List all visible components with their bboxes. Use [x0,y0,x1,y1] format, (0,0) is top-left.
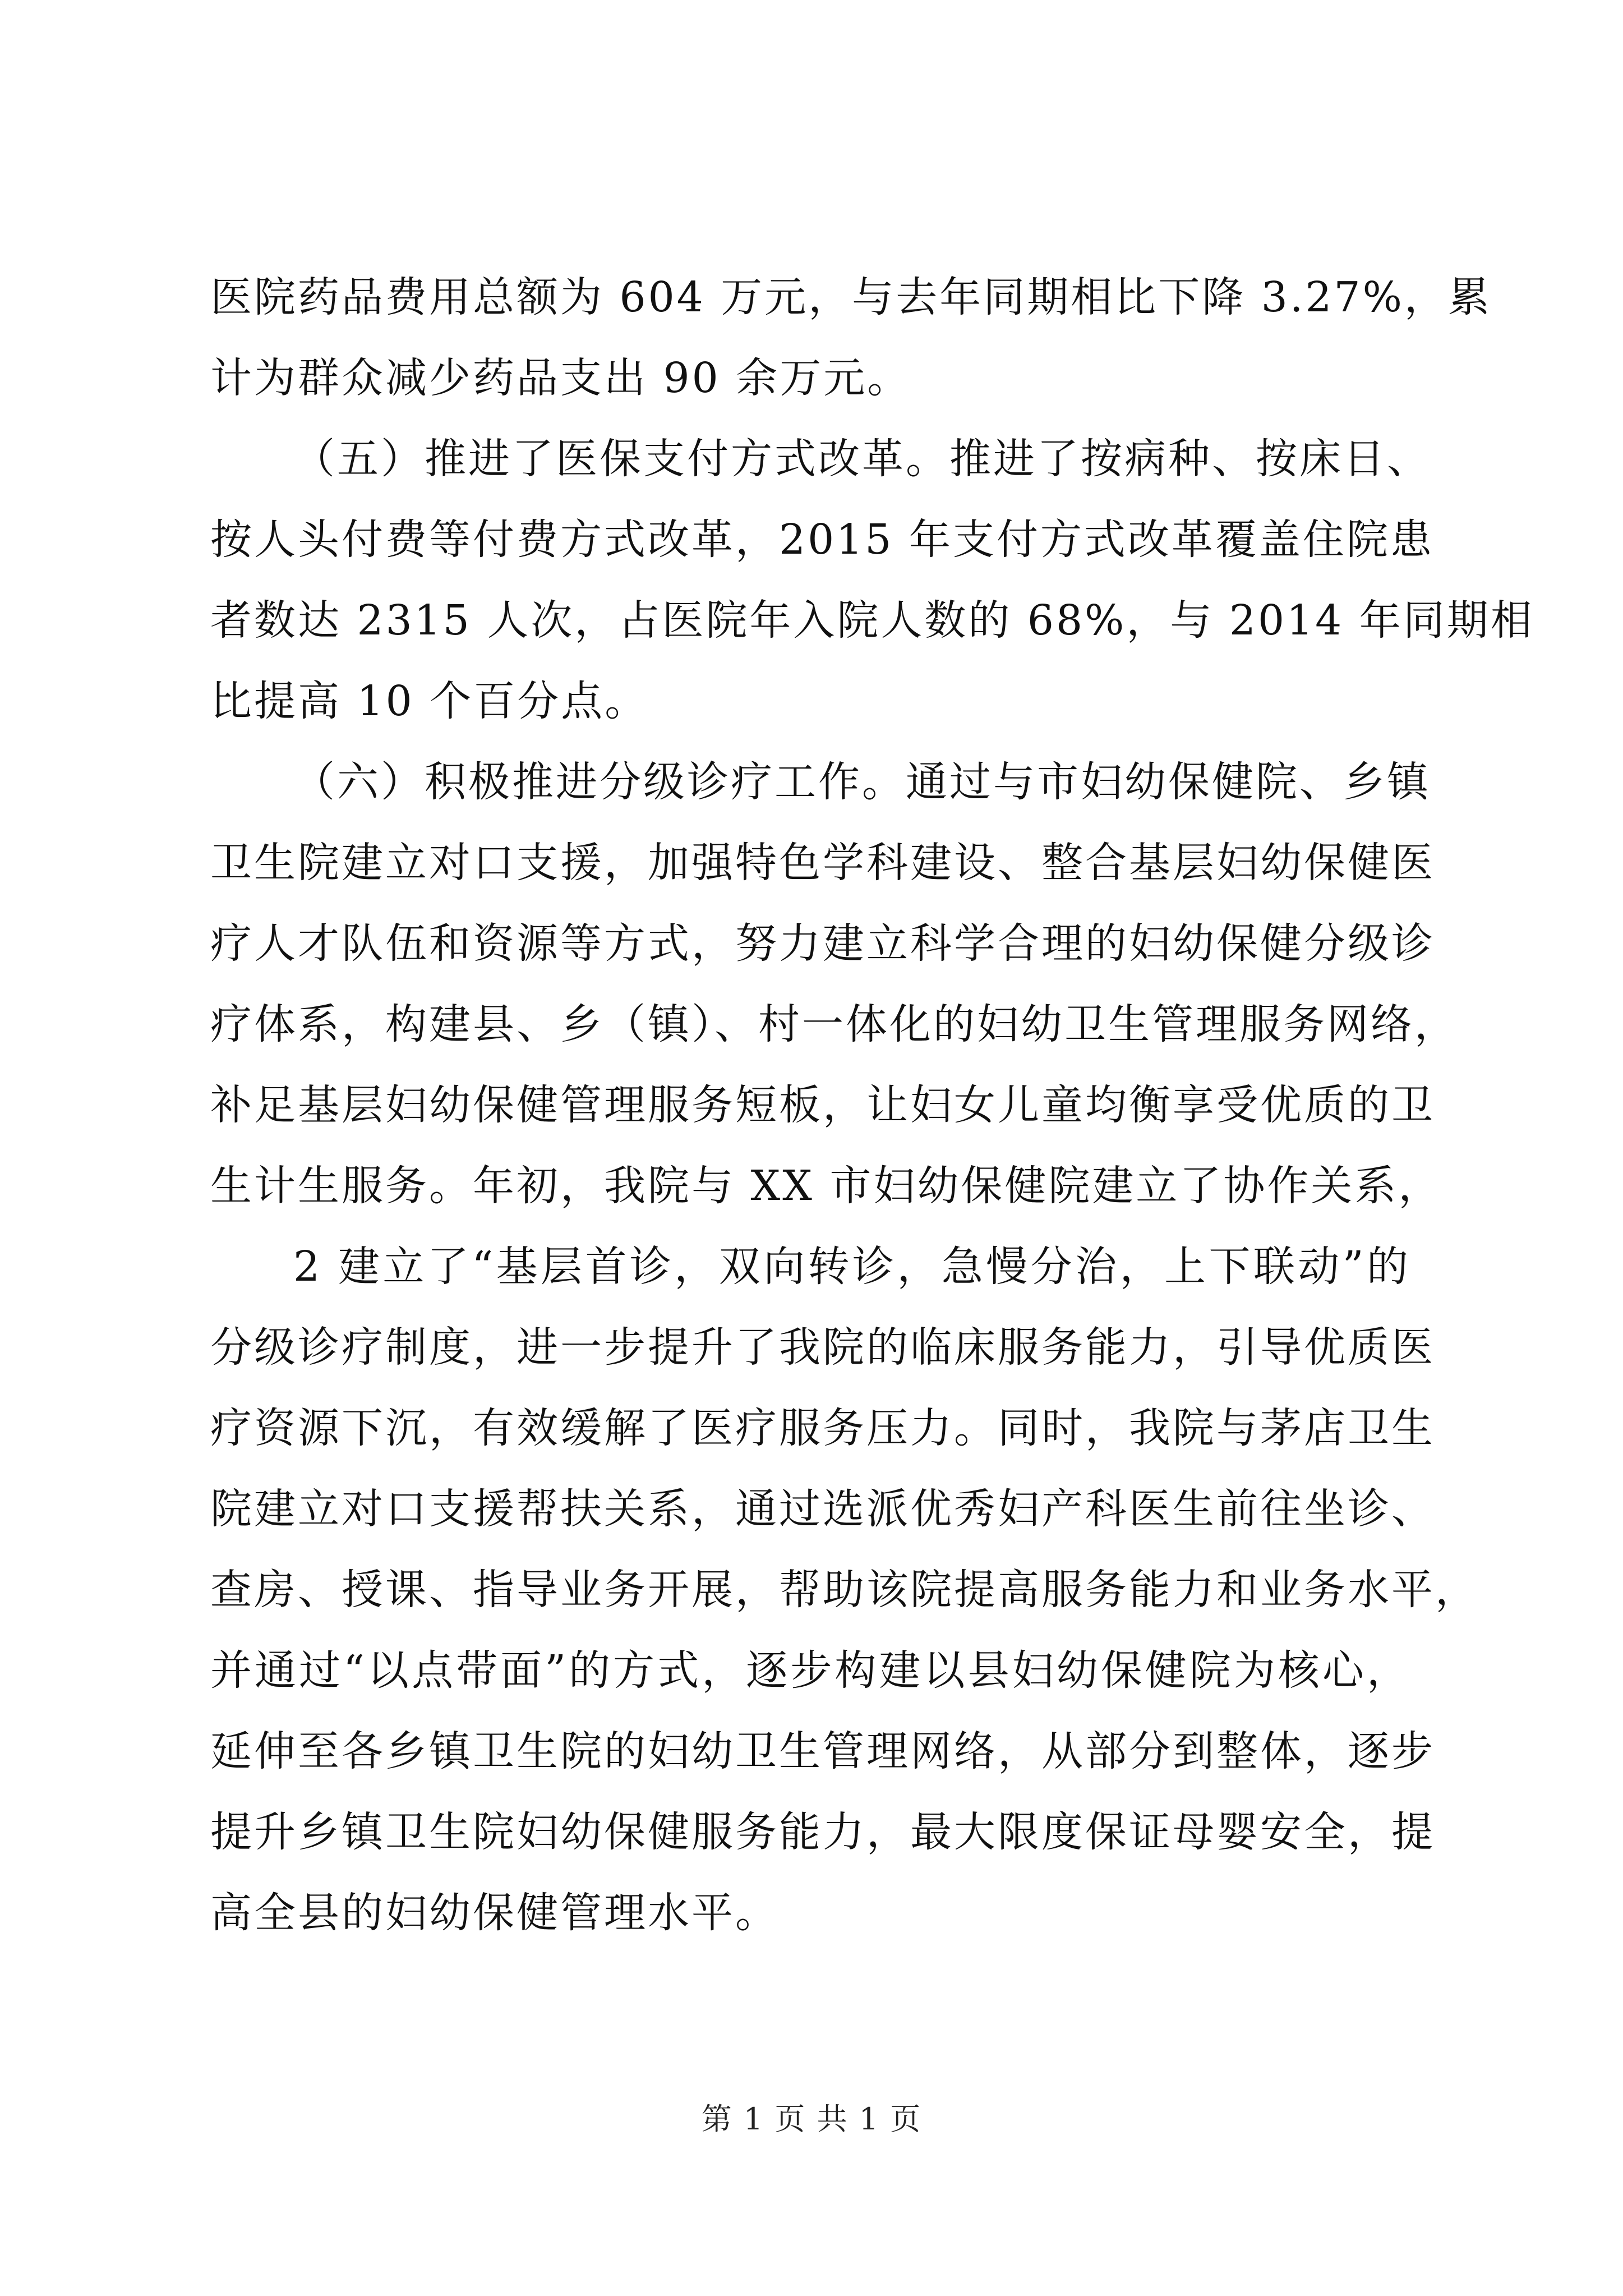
text-line: 2 建立了“基层首诊，双向转诊，急慢分治，上下联动”的 [293,1243,1410,1291]
text-line: （六）积极推进分级诊疗工作。通过与市妇幼保健院、乡镇 [293,758,1431,806]
text-line: 比提高 10 个百分点。 [210,677,649,725]
text-line: 按人头付费等付费方式改革，2015 年支付方式改革覆盖住院患 [210,516,1434,564]
text-line: 院建立对口支援帮扶关系，通过选派优秀妇产科医生前往坐诊、 [210,1485,1435,1533]
text-line: 并通过“以点带面”的方式，逐步构建以县妇幼保健院为核心， [210,1646,1410,1695]
text-line: 查房、授课、指导业务开展，帮助该院提高服务能力和业务水平， [210,1566,1479,1614]
text-line: 者数达 2315 人次，占医院年入院人数的 68%，与 2014 年同期相 [210,596,1534,645]
text-line: 提升乡镇卫生院妇幼保健服务能力，最大限度保证母婴安全，提 [210,1808,1435,1856]
text-line: 高全县的妇幼保健管理水平。 [210,1889,779,1937]
text-line: 延伸至各乡镇卫生院的妇幼卫生管理网络，从部分到整体，逐步 [210,1727,1435,1775]
text-line: 生计生服务。年初，我院与 XX 市妇幼保健院建立了协作关系， [210,1162,1442,1210]
text-line: 计为群众减少药品支出 90 余万元。 [210,354,911,402]
text-line: 疗体系，构建县、乡（镇）、村一体化的妇幼卫生管理服务网络， [210,1000,1458,1048]
body-text [210,257,1534,1953]
page-footer [0,2097,1623,2142]
text-line: 补足基层妇幼保健管理服务短板，让妇女儿童均衡享受优质的卫 [210,1081,1435,1129]
text-line: 疗人才队伍和资源等方式，努力建立科学合理的妇幼保健分级诊 [210,919,1435,968]
text-line: 分级诊疗制度，进一步提升了我院的临床服务能力，引导优质医 [210,1323,1435,1372]
text-line: 医院药品费用总额为 604 万元，与去年同期相比下降 3.27%，累 [210,273,1492,321]
text-line: 疗资源下沉，有效缓解了医疗服务压力。同时，我院与茅店卫生 [210,1404,1435,1452]
text-line: 卫生院建立对口支援，加强特色学科建设、整合基层妇幼保健医 [210,839,1435,887]
page-number-label: 第 1 页 共 1 页 [701,2101,922,2137]
text-line: （五）推进了医保支付方式改革。推进了按病种、按床日、 [293,435,1431,483]
